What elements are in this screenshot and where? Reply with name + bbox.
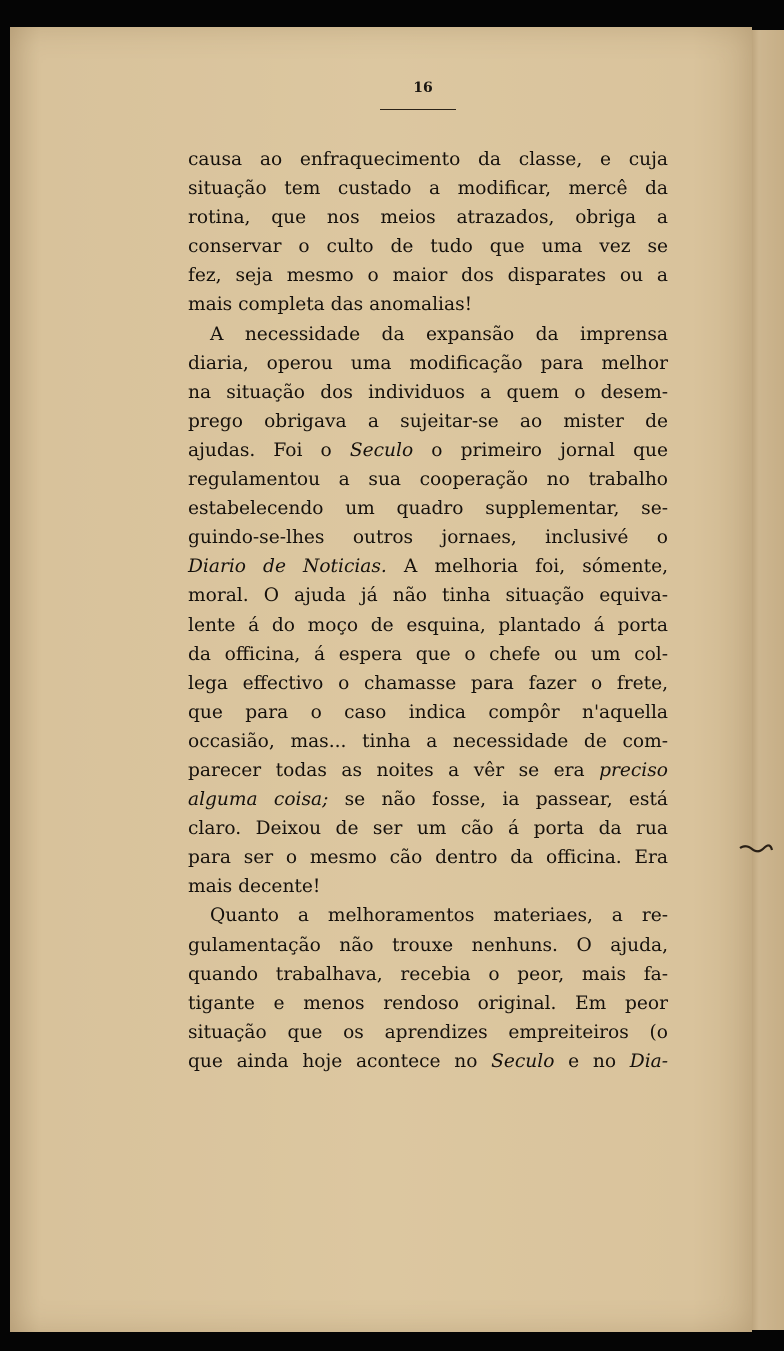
text-line: A necessidade da expansão da imprensa (210, 323, 668, 345)
text-line: estabelecendo um quadro supplementar, se- (188, 498, 668, 520)
text-line: Diario de Noticias. A melhoria foi, sómente, (188, 556, 668, 578)
text-line: que ainda hoje acontece no Seculo e no Dia- (188, 1050, 669, 1072)
text-line: claro. Deixou de ser um cão á porta da rua (188, 818, 668, 840)
body-text (188, 145, 668, 1076)
text-line: mais completa das anomalias! (188, 294, 473, 316)
text-line: que para o caso indica compôr n'aquella (188, 701, 668, 723)
text-line: da officina, á espera que o chefe ou um col- (188, 643, 668, 665)
text-line: guindo-se-lhes outros jornaes, inclusivé o (188, 527, 668, 549)
page-number: 16 (413, 80, 433, 96)
text-line: regulamentou a sua cooperação no trabalho (188, 469, 668, 491)
text-line: mais decente! (188, 876, 321, 898)
text-line: causa ao enfraquecimento da classe, e cuja (188, 149, 668, 170)
text-line: na situação dos individuos a quem o desem- (188, 381, 668, 403)
text-line: parecer todas as noites a vêr se era preciso (188, 759, 668, 781)
text-line: tigante e menos rendoso original. Em peor (188, 992, 668, 1014)
text-line: lente á do moço de esquina, plantado á porta (188, 614, 668, 636)
text-line: quando trabalhava, recebia o peor, mais fa- (188, 963, 668, 985)
ink-smudge (738, 842, 774, 856)
text-line: diaria, operou uma modificação para melhor (188, 352, 668, 374)
text-line: Quanto a melhoramentos materiaes, a re- (210, 905, 668, 927)
text-line: para ser o mesmo cão dentro da officina. Era (188, 847, 668, 869)
text-line: situação que os aprendizes empreiteiros (o (188, 1021, 668, 1043)
text-line: situação tem custado a modificar, mercê da (188, 178, 668, 200)
text-line: fez, seja mesmo o maior dos disparates ou a (188, 265, 668, 287)
text-line: gulamentação não trouxe nenhuns. O ajuda, (188, 934, 668, 956)
text-line: rotina, que nos meios atrazados, obriga a (188, 207, 668, 229)
header-rule (380, 109, 456, 110)
next-page-edge (748, 30, 784, 1330)
text-line: ajudas. Foi o Seculo o primeiro jornal que (188, 439, 668, 461)
text-line: conservar o culto de tudo que uma vez se (188, 236, 668, 258)
text-line: occasião, mas... tinha a necessidade de com- (188, 730, 668, 752)
text-line: lega effectivo o chamasse para fazer o frete, (188, 672, 668, 694)
text-line: prego obrigava a sujeitar-se ao mister de (188, 410, 668, 432)
text-line: moral. O ajuda já não tinha situação equiva- (188, 585, 668, 607)
text-line: alguma coisa; se não fosse, ia passear, está (188, 789, 668, 811)
